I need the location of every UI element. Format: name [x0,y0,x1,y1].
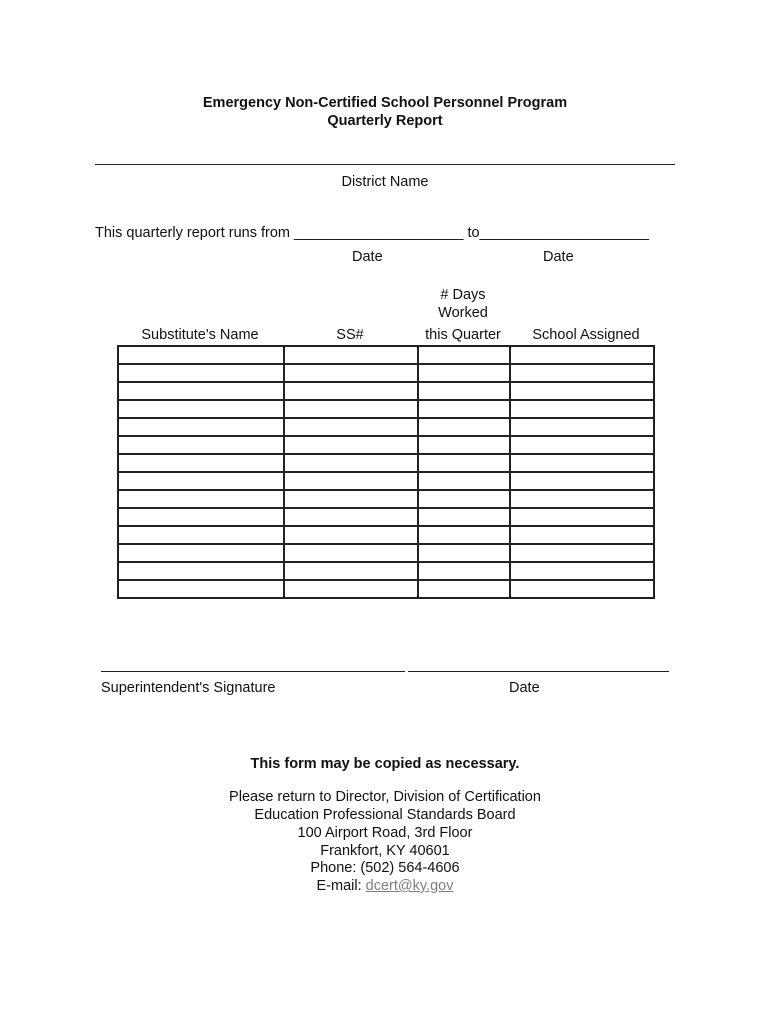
substitute-name-cell[interactable] [118,454,284,472]
ss-cell[interactable] [284,400,418,418]
table-row [118,472,654,490]
column-header-substitute-name: Substitute's Name [141,327,259,343]
days-worked-cell[interactable] [418,544,510,562]
substitute-name-cell[interactable] [118,508,284,526]
table-row [118,382,654,400]
ss-cell[interactable] [284,418,418,436]
address-line-2: Education Professional Standards Board [254,807,516,823]
column-header-ss: SS# [336,327,364,343]
signature-date-label: Date [509,680,540,696]
substitute-name-cell[interactable] [118,400,284,418]
ss-cell[interactable] [284,490,418,508]
days-worked-cell[interactable] [418,346,510,364]
school-assigned-cell[interactable] [510,526,654,544]
school-assigned-cell[interactable] [510,490,654,508]
address-line-1: Please return to Director, Division of Certification [229,789,541,805]
table-row [118,490,654,508]
column-header-school-assigned: School Assigned [532,327,640,343]
school-assigned-cell[interactable] [510,364,654,382]
days-worked-cell[interactable] [418,382,510,400]
substitute-name-cell[interactable] [118,346,284,364]
school-assigned-cell[interactable] [510,418,654,436]
ss-cell[interactable] [284,544,418,562]
substitute-name-cell[interactable] [118,562,284,580]
substitute-name-cell[interactable] [118,418,284,436]
end-date-label: Date [543,249,574,265]
days-worked-cell[interactable] [418,400,510,418]
table-row [118,580,654,598]
ss-cell[interactable] [284,364,418,382]
days-worked-cell[interactable] [418,418,510,436]
table-row [118,544,654,562]
address-line-4: Frankfort, KY 40601 [320,843,450,859]
table-row [118,400,654,418]
substitute-table [117,345,655,599]
ss-cell[interactable] [284,508,418,526]
school-assigned-cell[interactable] [510,436,654,454]
days-worked-cell[interactable] [418,454,510,472]
table-row [118,526,654,544]
address-line-3: 100 Airport Road, 3rd Floor [297,825,473,841]
days-worked-cell[interactable] [418,436,510,454]
school-assigned-cell[interactable] [510,454,654,472]
table-row [118,418,654,436]
table-row [118,454,654,472]
school-assigned-cell[interactable] [510,508,654,526]
table-row [118,346,654,364]
ss-cell[interactable] [284,436,418,454]
form-subtitle: Quarterly Report [327,113,443,129]
table-row [118,508,654,526]
school-assigned-cell[interactable] [510,346,654,364]
days-worked-cell[interactable] [418,562,510,580]
ss-cell[interactable] [284,472,418,490]
email-line [0,878,770,896]
school-assigned-cell[interactable] [510,382,654,400]
form-title: Emergency Non-Certified School Personnel Program [202,95,568,111]
start-date-label: Date [352,249,383,265]
district-name-line[interactable] [95,164,675,165]
table-row [118,364,654,382]
school-assigned-cell[interactable] [510,472,654,490]
email-link[interactable]: dcert@ky.gov [365,878,454,894]
days-worked-cell[interactable] [418,580,510,598]
ss-cell[interactable] [284,580,418,598]
days-worked-cell[interactable] [418,490,510,508]
ss-cell[interactable] [284,346,418,364]
days-worked-cell[interactable] [418,472,510,490]
ss-cell[interactable] [284,454,418,472]
district-name-label: District Name [341,174,429,190]
ss-cell[interactable] [284,562,418,580]
column-header-days-line1: # Days [440,287,486,303]
signature-line[interactable] [101,671,405,672]
column-header-days-line3: this Quarter [425,327,501,343]
column-header-days-line2: Worked [438,305,488,321]
days-worked-cell[interactable] [418,364,510,382]
table-row [118,436,654,454]
substitute-name-cell[interactable] [118,382,284,400]
substitute-name-cell[interactable] [118,436,284,454]
table-row [118,562,654,580]
email-prefix: E-mail: [316,878,362,894]
school-assigned-cell[interactable] [510,400,654,418]
report-period-line [95,224,649,242]
substitute-name-cell[interactable] [118,490,284,508]
school-assigned-cell[interactable] [510,544,654,562]
start-date-blank[interactable]: _____________________ [294,225,464,241]
copy-notice: This form may be copied as necessary. [250,756,520,772]
school-assigned-cell[interactable] [510,562,654,580]
school-assigned-cell[interactable] [510,580,654,598]
substitute-name-cell[interactable] [118,580,284,598]
phone-line: Phone: (502) 564-4606 [310,860,460,876]
days-worked-cell[interactable] [418,526,510,544]
substitute-name-cell[interactable] [118,544,284,562]
substitute-name-cell[interactable] [118,472,284,490]
superintendent-signature-label: Superintendent's Signature [101,680,276,696]
days-worked-cell[interactable] [418,508,510,526]
substitute-name-cell[interactable] [118,526,284,544]
signature-date-line[interactable] [408,671,669,672]
end-date-blank[interactable]: _____________________ [479,225,649,241]
substitute-table-body [118,346,654,598]
ss-cell[interactable] [284,382,418,400]
report-period-prefix: This quarterly report runs from [95,225,291,241]
report-period-to: to [467,225,480,241]
ss-cell[interactable] [284,526,418,544]
substitute-name-cell[interactable] [118,364,284,382]
